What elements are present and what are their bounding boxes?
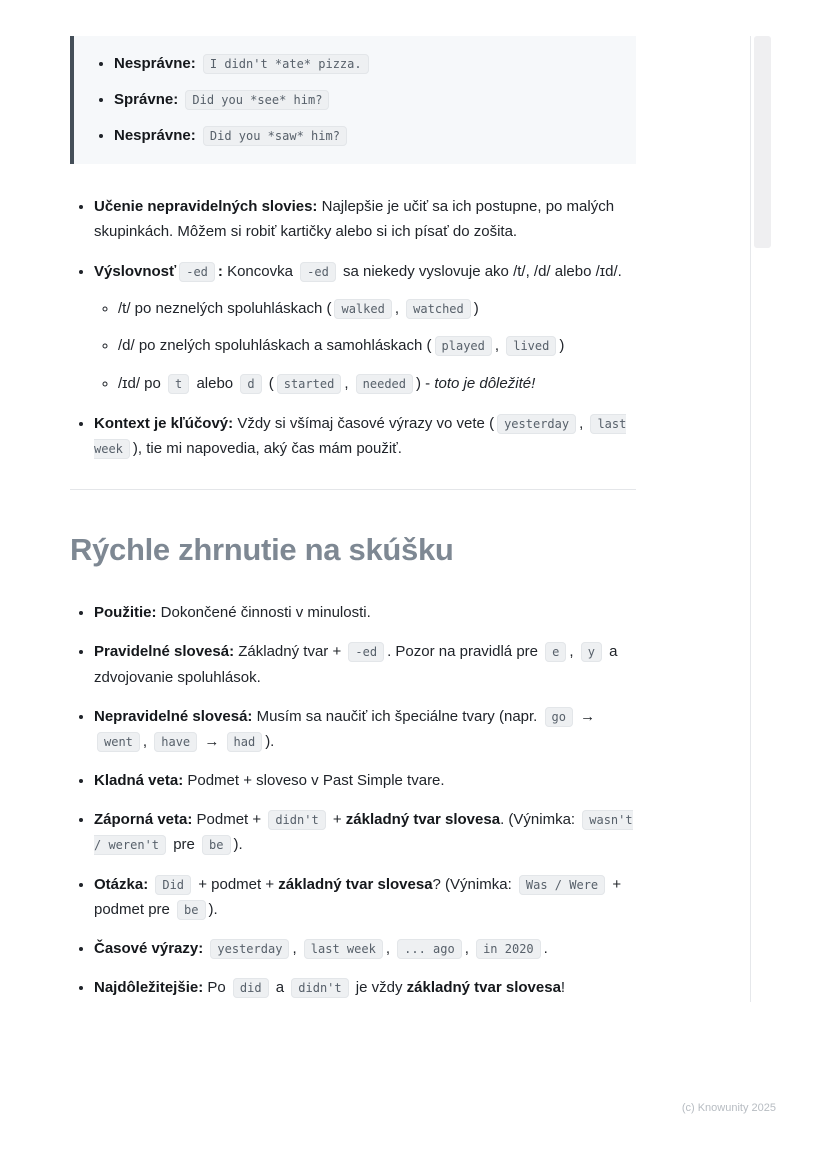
inline-code: had (227, 732, 263, 752)
inline-code: went (97, 732, 140, 752)
inline-code: wasn't / weren't (94, 810, 633, 855)
text-segment: Kontext je kľúčový: (94, 414, 234, 432)
text-segment: toto je dôležité! (434, 374, 536, 392)
text-segment: základný tvar slovesa (406, 979, 561, 997)
text-segment: Výslovnosť (94, 262, 177, 280)
text-segment: ), tie mi napovedia, aký čas mám použiť. (132, 439, 402, 457)
list-item (118, 296, 636, 321)
section-divider (70, 489, 636, 490)
list-item (94, 768, 636, 793)
text-segment: Koncovka (222, 262, 298, 280)
page-edge-line (750, 36, 751, 1002)
text-segment: Najdôležitejšie: (94, 979, 204, 997)
text-segment: Dokončené činnosti v minulosti. (156, 604, 371, 622)
text-segment: /d/ po znelých spoluhláskach a samohláskach ( (118, 337, 432, 355)
text-segment: . (543, 940, 548, 958)
inline-code: lived (506, 336, 556, 356)
inline-code: be (202, 835, 230, 855)
inline-code: needed (356, 374, 413, 394)
inline-code: yesterday (210, 939, 289, 959)
inline-code: played (435, 336, 492, 356)
inline-code: -ed (348, 642, 384, 662)
text-segment: , (579, 414, 588, 432)
text-segment: Otázka: (94, 875, 149, 893)
inline-code: be (177, 900, 205, 920)
text-segment: alebo (192, 374, 238, 392)
text-segment: základný tvar slovesa (278, 875, 433, 893)
section-heading: Rýchle zhrnutie na skúšku (70, 532, 454, 568)
text-segment: ). (265, 732, 275, 750)
text-segment: ! (560, 979, 566, 997)
list-item (118, 371, 636, 396)
text-segment (178, 91, 182, 108)
inline-code: didn't (291, 978, 348, 998)
inline-code: last week (304, 939, 383, 959)
list-item (94, 936, 636, 961)
inline-code: watched (406, 299, 471, 319)
text-segment: → (200, 732, 224, 750)
text-segment: Základný tvar + (234, 643, 346, 661)
list-item (94, 975, 636, 1000)
text-segment: Kladná veta: (94, 772, 184, 790)
inline-code: walked (334, 299, 391, 319)
document-content (70, 36, 636, 1014)
inline-code: have (154, 732, 197, 752)
text-segment: Podmet + sloveso v Past Simple tvare. (183, 772, 445, 790)
inline-code: t (168, 374, 189, 394)
list-item (114, 51, 620, 76)
text-segment (148, 876, 152, 893)
scrollbar-thumb[interactable] (754, 36, 771, 248)
text-segment (196, 127, 200, 144)
text-segment: ( (264, 374, 274, 392)
text-segment: sa niekedy vyslovuje ako /t/, /d/ alebo /ɪd/. (338, 262, 622, 280)
text-segment: Nesprávne: (114, 127, 196, 145)
inline-code: last week (94, 414, 626, 459)
text-segment: , (569, 643, 578, 661)
text-segment: Vždy si všímaj časové výrazy vo vete ( (233, 414, 495, 432)
text-segment: ) (473, 300, 479, 318)
text-segment: Najlepšie je učiť sa ich postupne, po malých skupinkách. Môžem si robiť kartičky alebo si ich písať do zošita. (94, 197, 615, 240)
inline-code: yesterday (497, 414, 576, 434)
text-segment: pre (169, 836, 200, 854)
text-segment: Použitie: (94, 604, 157, 622)
example-blockquote (70, 36, 636, 164)
text-segment: , (385, 940, 395, 958)
text-segment: , (292, 940, 301, 958)
text-segment: , (394, 300, 404, 318)
pronunciation-sub-list (94, 296, 636, 396)
inline-code: -ed (300, 262, 336, 282)
list-item (114, 87, 620, 112)
text-segment: , (142, 732, 152, 750)
list-item (94, 704, 636, 754)
blockquote-list (84, 51, 620, 149)
list-item (94, 600, 636, 625)
text-segment: , (494, 337, 504, 355)
text-segment: Časové výrazy: (94, 940, 204, 958)
text-segment: → (575, 707, 596, 725)
text-segment: Podmet + (192, 811, 266, 829)
inline-code: Did you *see* him? (185, 90, 329, 110)
text-segment: Učenie nepravidelných slovies: (94, 197, 318, 215)
text-segment: ). (233, 836, 243, 854)
text-segment: Musím sa naučiť ich špeciálne tvary (napr. (252, 707, 542, 725)
text-segment: , (344, 374, 353, 392)
inline-code: go (545, 707, 573, 727)
text-segment: a zdvojovanie spoluhlások. (94, 643, 618, 686)
text-segment: Po (203, 979, 230, 997)
text-segment: , (464, 940, 474, 958)
text-segment: a (271, 979, 289, 997)
text-segment: . (Výnimka: (500, 811, 580, 829)
text-segment: ) - (416, 374, 435, 392)
text-segment (203, 940, 207, 957)
text-segment: Záporná veta: (94, 811, 193, 829)
list-item (94, 411, 636, 461)
text-segment: + podmet + (194, 875, 279, 893)
list-item (94, 872, 636, 922)
list-item (118, 333, 636, 358)
inline-code: d (240, 374, 261, 394)
text-segment: . Pozor na pravidlá pre (387, 643, 543, 661)
text-segment: ). (208, 900, 218, 918)
inline-code: e (545, 642, 566, 662)
list-item (94, 807, 636, 857)
inline-code: Was / Were (519, 875, 605, 895)
text-segment: Nesprávne: (114, 55, 196, 72)
inline-code: -ed (179, 262, 215, 282)
text-segment: : (217, 262, 223, 280)
text-segment: Nepravidelné slovesá: (94, 707, 253, 725)
text-segment: + podmet pre (94, 875, 622, 918)
inline-code: I didn't *ate* pizza. (203, 54, 369, 74)
text-segment: /ɪd/ po (118, 374, 166, 392)
text-segment: + (328, 811, 346, 829)
text-segment: základný tvar slovesa (345, 811, 501, 829)
inline-code: Did you *saw* him? (203, 126, 347, 146)
notes-list (70, 194, 636, 462)
inline-code: Did (155, 875, 191, 895)
list-item (94, 639, 636, 689)
inline-code: ... ago (397, 939, 462, 959)
list-item-text (94, 259, 636, 284)
text-segment: /t/ po neznelých spoluhláskach ( (118, 300, 332, 318)
text-segment: ) (559, 337, 565, 355)
inline-code: did (233, 978, 269, 998)
inline-code: started (277, 374, 342, 394)
text-segment (196, 55, 200, 72)
text-segment: ? (Výnimka: (432, 875, 516, 893)
summary-list (70, 600, 636, 1000)
text-segment: Pravidelné slovesá: (94, 643, 235, 661)
list-item (114, 123, 620, 148)
inline-code: in 2020 (476, 939, 541, 959)
text-segment: Správne: (114, 91, 179, 109)
list-item (94, 194, 636, 244)
inline-code: didn't (268, 810, 325, 830)
inline-code: y (581, 642, 602, 662)
list-item (94, 259, 636, 396)
text-segment: je vždy (351, 979, 407, 997)
footer-copyright: (c) Knowunity 2025 (681, 1102, 776, 1114)
